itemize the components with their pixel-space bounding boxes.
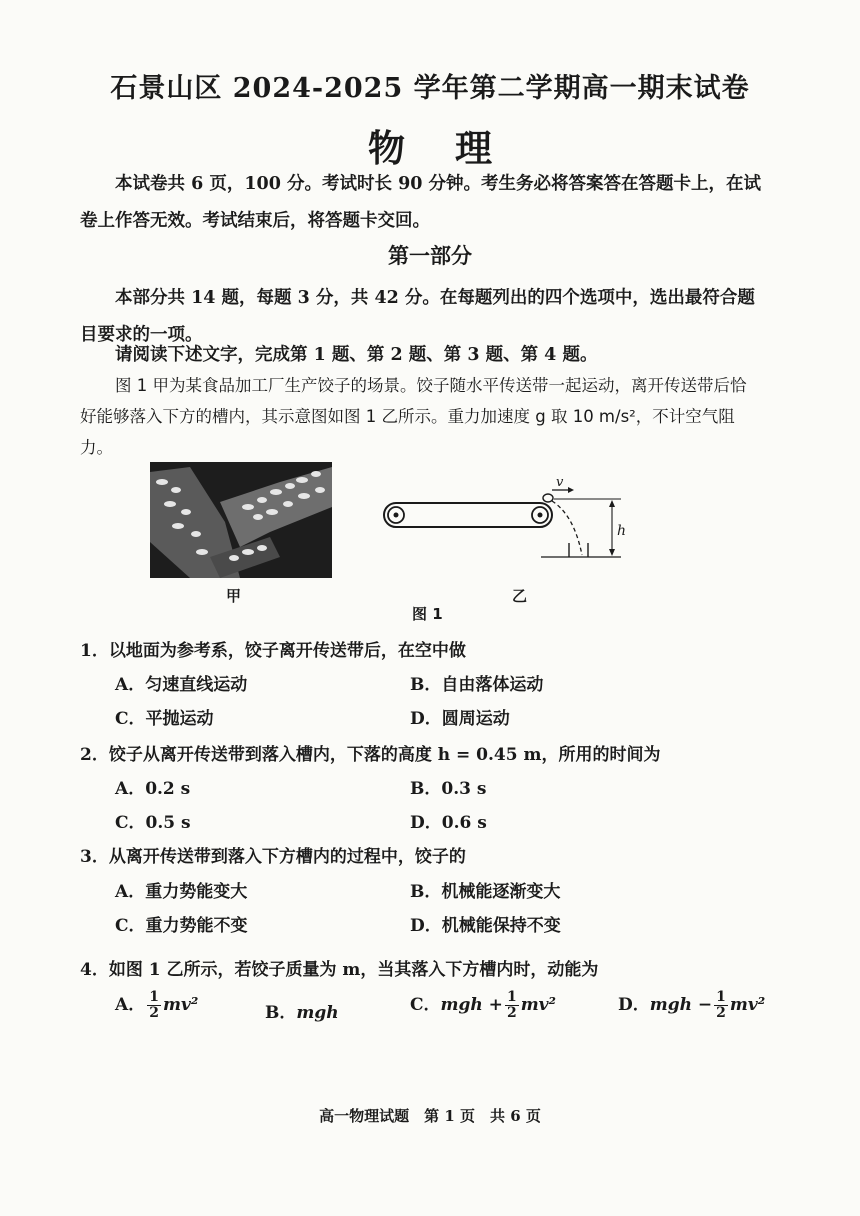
question-4-option-b[interactable] [265,998,339,1023]
question-1-stem: 1．以地面为参考系，饺子离开传送带后，在空中做 [80,641,466,661]
option-expression-post: mv² [520,995,556,1015]
figure-label-yi: 乙 [512,587,528,605]
question-3-option-a[interactable]: A．重力势能变大 [115,882,248,902]
fraction-one-half [505,990,519,1021]
section-instructions: 本部分共 14 题，每题 3 分，共 42 分。在每题列出的四个选项中，选出最符合题目要求的一项。 [80,288,755,345]
conveyor-diagram [376,475,636,580]
fraction-denominator: 2 [506,1005,517,1021]
option-expression-pre: mgh − [649,995,713,1015]
question-3-option-d[interactable]: D．机械能保持不变 [410,916,561,936]
question-3-option-c[interactable]: C．重力势能不变 [115,916,248,936]
exam-intro: 本试卷共 6 页，100 分。考试时长 90 分钟。考生务必将答案答在答题卡上，在试卷上作答无效。考试结束后，将答题卡交回。 [80,174,762,231]
question-1-option-a[interactable]: A．匀速直线运动 [115,675,248,695]
fraction-numerator: 1 [716,989,726,1005]
question-1-option-c[interactable]: C．平抛运动 [115,709,214,729]
reading-passage: 图 1 甲为某食品加工厂生产饺子的场景。饺子随水平传送带一起运动，离开传送带后恰好能够落入下方的槽内，其示意图如图 1 乙所示。重力加速度 g 取 10 m/s²，不计空气阻力。 [80,376,747,457]
h-label: h [617,523,627,539]
fraction-numerator: 1 [506,989,517,1005]
option-expression: mgh [296,1003,339,1023]
option-letter: D． [618,995,650,1015]
subject-title: 物理 [368,126,542,170]
question-2-option-d[interactable]: D．0.6 s [410,813,487,833]
question-2-option-b[interactable]: B．0.3 s [410,779,487,799]
option-letter: B． [265,1003,297,1023]
fraction-denominator: 2 [716,1005,726,1021]
option-letter: A． [115,995,146,1015]
v-label: v [556,475,564,490]
question-3-stem: 3．从离开传送带到落入下方槽内的过程中，饺子的 [80,847,466,867]
figure-label-jia: 甲 [226,587,242,605]
question-4-stem: 4．如图 1 乙所示，若饺子质量为 m，当其落入下方槽内时，动能为 [80,960,599,980]
question-2-stem: 2．饺子从离开传送带到落入槽内，下落的高度 h = 0.45 m，所用的时间为 [80,745,661,765]
exam-title: 石景山区 2024-2025 学年第二学期高一期末试卷 [110,73,750,104]
reading-lead: 请阅读下述文字，完成第 1 题、第 2 题、第 3 题、第 4 题。 [115,345,598,365]
question-1-option-b[interactable]: B．自由落体运动 [410,675,544,695]
option-expression-pre: mgh + [440,995,503,1015]
fraction-one-half [714,990,728,1021]
question-4-option-c[interactable] [410,990,556,1021]
question-3-option-b[interactable]: B．机械能逐渐变大 [410,882,561,902]
figure-caption: 图 1 [412,605,443,623]
dumpling-factory-photo [150,462,332,578]
option-expression-post: mv² [729,995,766,1015]
section-title: 第一部分 [388,243,472,268]
question-4-option-d[interactable] [618,990,765,1021]
fraction-denominator: 2 [149,1005,159,1021]
page-footer: 高一物理试题 第 1 页 共 6 页 [319,1107,541,1125]
question-2-option-c[interactable]: C．0.5 s [115,813,191,833]
fraction-one-half [147,990,161,1021]
question-2-option-a[interactable]: A．0.2 s [115,779,191,799]
fraction-numerator: 1 [149,989,159,1005]
option-letter: C． [410,995,441,1015]
question-1-option-d[interactable]: D．圆周运动 [410,709,510,729]
option-expression: mv² [162,995,199,1015]
question-4-option-a[interactable] [115,990,198,1021]
